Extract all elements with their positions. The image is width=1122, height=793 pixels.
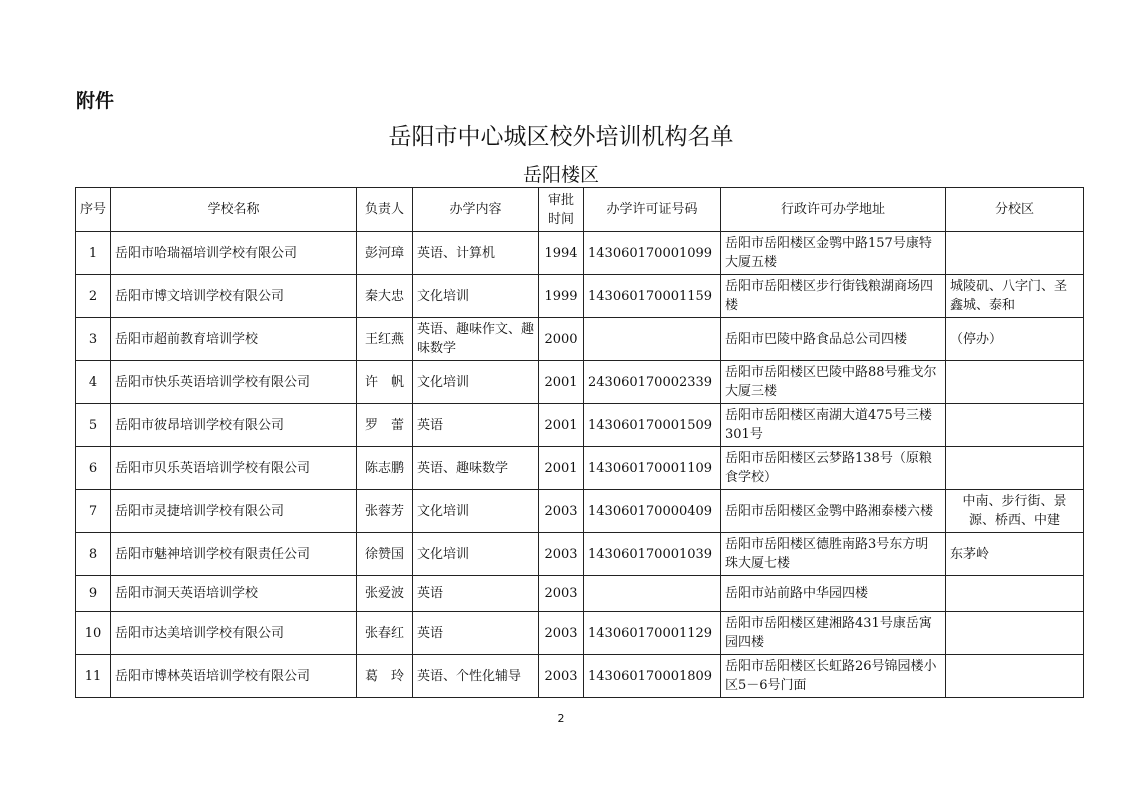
cell-person: 秦大忠 — [357, 275, 413, 318]
cell-license: 143060170001509 — [584, 404, 721, 447]
cell-year: 2003 — [539, 490, 584, 533]
cell-no: 9 — [76, 576, 111, 612]
cell-person: 张蓉芳 — [357, 490, 413, 533]
cell-address: 岳阳市岳阳楼区巴陵中路88号雅戈尔大厦三楼 — [721, 361, 946, 404]
cell-license — [584, 318, 721, 361]
cell-person: 张春红 — [357, 612, 413, 655]
cell-license: 143060170001129 — [584, 612, 721, 655]
cell-name: 岳阳市博文培训学校有限公司 — [111, 275, 357, 318]
cell-license — [584, 576, 721, 612]
cell-year: 2001 — [539, 404, 584, 447]
cell-year: 2003 — [539, 655, 584, 698]
header-address: 行政许可办学地址 — [721, 188, 946, 232]
cell-no: 5 — [76, 404, 111, 447]
cell-year: 2001 — [539, 447, 584, 490]
district-heading: 岳阳楼区 — [522, 164, 599, 186]
cell-branch — [946, 655, 1084, 698]
cell-no: 2 — [76, 275, 111, 318]
cell-no: 4 — [76, 361, 111, 404]
header-no: 序号 — [76, 188, 111, 232]
header-license: 办学许可证号码 — [584, 188, 721, 232]
table-row — [76, 404, 1084, 447]
cell-person: 陈志鹏 — [357, 447, 413, 490]
cell-license: 143060170001809 — [584, 655, 721, 698]
cell-branch: 中南、步行街、景源、桥西、中建 — [946, 490, 1084, 533]
cell-content: 英语 — [413, 576, 539, 612]
page-number: 2 — [557, 712, 565, 725]
institution-table — [75, 187, 1084, 698]
cell-no: 3 — [76, 318, 111, 361]
cell-branch: 城陵矶、八字门、圣鑫城、泰和 — [946, 275, 1084, 318]
cell-license: 243060170002339 — [584, 361, 721, 404]
table-row — [76, 447, 1084, 490]
cell-no: 7 — [76, 490, 111, 533]
cell-address: 岳阳市岳阳楼区南湖大道475号三楼301号 — [721, 404, 946, 447]
cell-person: 罗 蕾 — [357, 404, 413, 447]
cell-name: 岳阳市魅神培训学校有限责任公司 — [111, 533, 357, 576]
header-year: 审批时间 — [539, 188, 584, 232]
header-content: 办学内容 — [413, 188, 539, 232]
cell-name: 岳阳市快乐英语培训学校有限公司 — [111, 361, 357, 404]
cell-address: 岳阳市岳阳楼区建湘路431号康岳寓园四楼 — [721, 612, 946, 655]
cell-address: 岳阳市岳阳楼区长虹路26号锦园楼小区5－6号门面 — [721, 655, 946, 698]
cell-address: 岳阳市岳阳楼区德胜南路3号东方明珠大厦七楼 — [721, 533, 946, 576]
cell-name: 岳阳市博林英语培训学校有限公司 — [111, 655, 357, 698]
cell-content: 文化培训 — [413, 361, 539, 404]
cell-branch — [946, 447, 1084, 490]
cell-name: 岳阳市哈瑞福培训学校有限公司 — [111, 232, 357, 275]
table-row — [76, 318, 1084, 361]
cell-branch — [946, 612, 1084, 655]
cell-person: 许 帆 — [357, 361, 413, 404]
header-name: 学校名称 — [111, 188, 357, 232]
cell-license: 143060170001039 — [584, 533, 721, 576]
cell-content: 英语 — [413, 612, 539, 655]
cell-content: 文化培训 — [413, 490, 539, 533]
cell-person: 张爱波 — [357, 576, 413, 612]
cell-address: 岳阳市岳阳楼区步行街钱粮湖商场四楼 — [721, 275, 946, 318]
cell-address: 岳阳市岳阳楼区金鹗中路157号康特大厦五楼 — [721, 232, 946, 275]
cell-year: 2003 — [539, 533, 584, 576]
header-branch: 分校区 — [946, 188, 1084, 232]
cell-no: 8 — [76, 533, 111, 576]
cell-year: 2003 — [539, 612, 584, 655]
cell-license: 143060170001159 — [584, 275, 721, 318]
cell-content: 英语、趣味作文、趣味数学 — [413, 318, 539, 361]
cell-content: 英语 — [413, 404, 539, 447]
cell-license: 143060170001109 — [584, 447, 721, 490]
cell-content: 文化培训 — [413, 533, 539, 576]
cell-branch — [946, 361, 1084, 404]
table-header-row — [76, 188, 1084, 232]
cell-person: 葛 玲 — [357, 655, 413, 698]
cell-content: 英语、个性化辅导 — [413, 655, 539, 698]
cell-content: 英语、计算机 — [413, 232, 539, 275]
cell-person: 彭河璋 — [357, 232, 413, 275]
table-row — [76, 275, 1084, 318]
cell-branch — [946, 576, 1084, 612]
cell-no: 11 — [76, 655, 111, 698]
cell-year: 2001 — [539, 361, 584, 404]
cell-address: 岳阳市巴陵中路食品总公司四楼 — [721, 318, 946, 361]
table-row — [76, 655, 1084, 698]
cell-year: 1999 — [539, 275, 584, 318]
cell-address: 岳阳市岳阳楼区云梦路138号（原粮食学校） — [721, 447, 946, 490]
cell-address: 岳阳市岳阳楼区金鹗中路湘泰楼六楼 — [721, 490, 946, 533]
cell-branch — [946, 232, 1084, 275]
document-title: 岳阳市中心城区校外培训机构名单 — [388, 124, 734, 150]
cell-year: 2003 — [539, 576, 584, 612]
cell-no: 1 — [76, 232, 111, 275]
cell-no: 6 — [76, 447, 111, 490]
cell-branch: 东茅岭 — [946, 533, 1084, 576]
cell-name: 岳阳市超前教育培训学校 — [111, 318, 357, 361]
cell-person: 徐赞国 — [357, 533, 413, 576]
table-row — [76, 361, 1084, 404]
cell-no: 10 — [76, 612, 111, 655]
header-person: 负责人 — [357, 188, 413, 232]
cell-name: 岳阳市贝乐英语培训学校有限公司 — [111, 447, 357, 490]
cell-license: 143060170001099 — [584, 232, 721, 275]
table-row — [76, 232, 1084, 275]
cell-content: 文化培训 — [413, 275, 539, 318]
table-row — [76, 576, 1084, 612]
cell-name: 岳阳市达美培训学校有限公司 — [111, 612, 357, 655]
cell-person: 王红燕 — [357, 318, 413, 361]
cell-name: 岳阳市灵捷培训学校有限公司 — [111, 490, 357, 533]
cell-year: 2000 — [539, 318, 584, 361]
table-row — [76, 612, 1084, 655]
cell-branch: （停办） — [946, 318, 1084, 361]
cell-name: 岳阳市彼昂培训学校有限公司 — [111, 404, 357, 447]
cell-branch — [946, 404, 1084, 447]
table-row — [76, 490, 1084, 533]
table-row — [76, 533, 1084, 576]
cell-name: 岳阳市洞天英语培训学校 — [111, 576, 357, 612]
cell-content: 英语、趣味数学 — [413, 447, 539, 490]
attachment-label: 附件 — [76, 90, 115, 112]
cell-year: 1994 — [539, 232, 584, 275]
cell-address: 岳阳市站前路中华园四楼 — [721, 576, 946, 612]
cell-license: 143060170000409 — [584, 490, 721, 533]
